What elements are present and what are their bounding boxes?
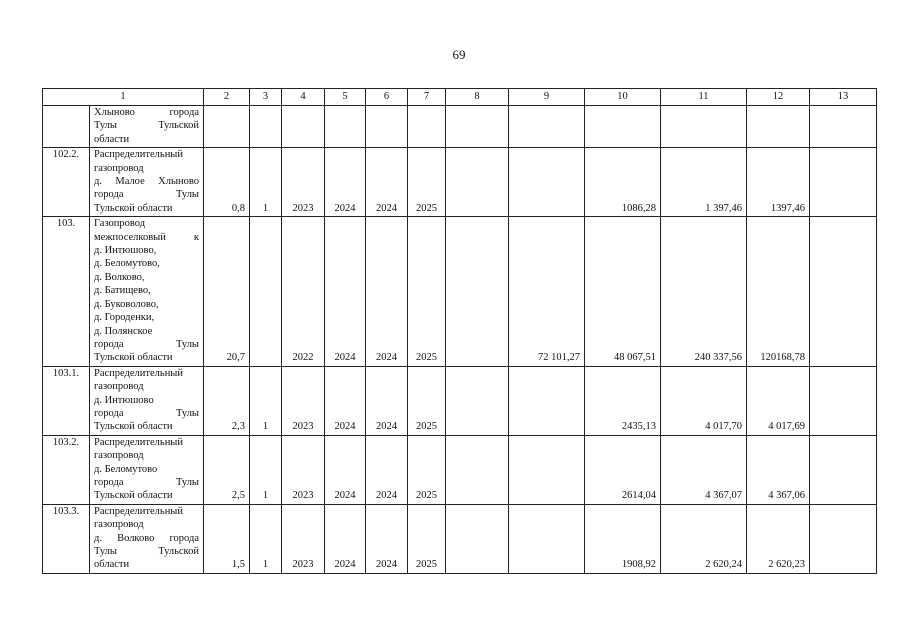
header-cell-8: 8 bbox=[446, 89, 509, 106]
cell-c13 bbox=[810, 504, 877, 573]
cell-c8 bbox=[446, 504, 509, 573]
cell-c8 bbox=[446, 435, 509, 504]
object-name-line: Тульской области bbox=[94, 421, 173, 433]
header-cell-2: 2 bbox=[204, 89, 250, 106]
object-name-line: Тульской области bbox=[94, 490, 173, 502]
cell-c10: 48 067,51 bbox=[585, 217, 661, 366]
object-name-line: д. Буковолово, bbox=[94, 298, 159, 310]
object-name-line: газопровод bbox=[94, 450, 144, 462]
object-name-line: д. Малое Хлыново bbox=[94, 176, 199, 188]
object-name-line: Распределительный bbox=[94, 149, 183, 161]
cell-c10: 2614,04 bbox=[585, 435, 661, 504]
cell-c5: 2024 bbox=[325, 435, 366, 504]
header-cell-11: 11 bbox=[661, 89, 747, 106]
object-name bbox=[90, 217, 204, 366]
cell-c7: 2025 bbox=[408, 504, 446, 573]
cell-c6: 2024 bbox=[366, 435, 408, 504]
cell-c11: 2 620,24 bbox=[661, 504, 747, 573]
header-cell-12: 12 bbox=[747, 89, 810, 106]
cell-c7: 2025 bbox=[408, 435, 446, 504]
object-name-line: Хлыново города bbox=[94, 107, 199, 118]
object-name bbox=[90, 435, 204, 504]
cell-c10: 2435,13 bbox=[585, 366, 661, 435]
header-cell-13: 13 bbox=[810, 89, 877, 106]
table-row bbox=[43, 148, 877, 217]
page-number: 69 bbox=[452, 47, 466, 62]
object-name-line: Распределительный bbox=[94, 367, 183, 379]
object-name-line: межпоселковый к bbox=[94, 231, 199, 243]
header-cell-3: 3 bbox=[250, 89, 282, 106]
object-name-line: д. Беломутово bbox=[94, 463, 158, 475]
cell-c7 bbox=[408, 106, 446, 148]
cell-c6: 2024 bbox=[366, 366, 408, 435]
cell-c9 bbox=[509, 366, 585, 435]
cell-c3: 1 bbox=[250, 148, 282, 217]
cell-c9 bbox=[509, 504, 585, 573]
cell-c13 bbox=[810, 148, 877, 217]
object-name bbox=[90, 366, 204, 435]
row-number bbox=[43, 106, 90, 148]
cell-c6: 2024 bbox=[366, 148, 408, 217]
row-number: 103.3. bbox=[43, 504, 90, 573]
cell-c10: 1908,92 bbox=[585, 504, 661, 573]
cell-c2: 2,5 bbox=[204, 435, 250, 504]
cell-c7: 2025 bbox=[408, 366, 446, 435]
object-name-line: газопровод bbox=[94, 162, 144, 174]
header-cell-6: 6 bbox=[366, 89, 408, 106]
cell-c3: 1 bbox=[250, 366, 282, 435]
object-name-line: д. Беломутово, bbox=[94, 258, 160, 270]
row-number: 102.2. bbox=[43, 148, 90, 217]
cell-c13 bbox=[810, 106, 877, 148]
cell-c9 bbox=[509, 106, 585, 148]
object-name-line: Распределительный bbox=[94, 436, 183, 448]
cell-c9: 72 101,27 bbox=[509, 217, 585, 366]
object-name-line: д. Интюшово bbox=[94, 394, 154, 406]
header-cell-10: 10 bbox=[585, 89, 661, 106]
object-name-line: города Тулы bbox=[94, 407, 199, 419]
cell-c11: 4 367,07 bbox=[661, 435, 747, 504]
object-name-line: Тулы Тульской bbox=[94, 120, 199, 132]
cell-c11 bbox=[661, 106, 747, 148]
cell-c8 bbox=[446, 366, 509, 435]
cell-c13 bbox=[810, 435, 877, 504]
table-row bbox=[43, 106, 877, 148]
row-number: 103. bbox=[43, 217, 90, 366]
cell-c12: 120168,78 bbox=[747, 217, 810, 366]
cell-c2: 1,5 bbox=[204, 504, 250, 573]
cell-c5: 2024 bbox=[325, 366, 366, 435]
object-name-line: Распределительный bbox=[94, 505, 183, 517]
cell-c4: 2023 bbox=[282, 366, 325, 435]
header-cell-4: 4 bbox=[282, 89, 325, 106]
cell-c11: 240 337,56 bbox=[661, 217, 747, 366]
object-name-line: д. Волково, bbox=[94, 271, 145, 283]
cell-c8 bbox=[446, 148, 509, 217]
cell-c11: 1 397,46 bbox=[661, 148, 747, 217]
investment-table bbox=[42, 88, 877, 574]
cell-c3 bbox=[250, 106, 282, 148]
cell-c10: 1086,28 bbox=[585, 148, 661, 217]
cell-c6 bbox=[366, 106, 408, 148]
cell-c12 bbox=[747, 106, 810, 148]
object-name-line: д. Батищево, bbox=[94, 285, 151, 297]
object-name-line: газопровод bbox=[94, 519, 144, 531]
cell-c2: 20,7 bbox=[204, 217, 250, 366]
object-name-line: Тулы Тульской bbox=[94, 546, 199, 557]
cell-c10 bbox=[585, 106, 661, 148]
cell-c12: 2 620,23 bbox=[747, 504, 810, 573]
row-number: 103.1. bbox=[43, 366, 90, 435]
header-row bbox=[43, 89, 877, 106]
cell-c12: 4 367,06 bbox=[747, 435, 810, 504]
cell-c5: 2024 bbox=[325, 148, 366, 217]
object-name-line: Газопровод bbox=[94, 218, 146, 230]
cell-c3: 1 bbox=[250, 504, 282, 573]
cell-c13 bbox=[810, 217, 877, 366]
object-name-line: д. Волково города bbox=[94, 532, 199, 544]
cell-c4: 2022 bbox=[282, 217, 325, 366]
cell-c4: 2023 bbox=[282, 504, 325, 573]
header-cell-1: 1 bbox=[43, 89, 204, 106]
object-name-line: д. Полянское bbox=[94, 325, 153, 337]
object-name-line: Тульской области bbox=[94, 352, 173, 364]
object-name bbox=[90, 106, 204, 148]
table-row bbox=[43, 366, 877, 435]
object-name-line: города Тулы bbox=[94, 476, 199, 488]
cell-c12: 4 017,69 bbox=[747, 366, 810, 435]
cell-c13 bbox=[810, 366, 877, 435]
table-body bbox=[43, 89, 877, 574]
object-name-line: д. Интюшово, bbox=[94, 245, 157, 257]
object-name-line: города Тулы bbox=[94, 189, 199, 201]
row-number: 103.2. bbox=[43, 435, 90, 504]
object-name-line: области bbox=[94, 559, 130, 571]
object-name bbox=[90, 148, 204, 217]
cell-c7: 2025 bbox=[408, 148, 446, 217]
cell-c12: 1397,46 bbox=[747, 148, 810, 217]
cell-c5: 2024 bbox=[325, 217, 366, 366]
cell-c7: 2025 bbox=[408, 217, 446, 366]
cell-c11: 4 017,70 bbox=[661, 366, 747, 435]
cell-c2 bbox=[204, 106, 250, 148]
cell-c5 bbox=[325, 106, 366, 148]
table-row bbox=[43, 217, 877, 366]
cell-c8 bbox=[446, 217, 509, 366]
object-name-line: газопровод bbox=[94, 381, 144, 393]
header-cell-7: 7 bbox=[408, 89, 446, 106]
object-name-line: д. Городенки, bbox=[94, 312, 155, 324]
table-row bbox=[43, 435, 877, 504]
cell-c4 bbox=[282, 106, 325, 148]
object-name-line: области bbox=[94, 133, 130, 145]
header-cell-5: 5 bbox=[325, 89, 366, 106]
header-cell-9: 9 bbox=[509, 89, 585, 106]
cell-c4: 2023 bbox=[282, 148, 325, 217]
cell-c4: 2023 bbox=[282, 435, 325, 504]
cell-c2: 0,8 bbox=[204, 148, 250, 217]
cell-c6: 2024 bbox=[366, 217, 408, 366]
cell-c2: 2,3 bbox=[204, 366, 250, 435]
object-name-line: города Тулы bbox=[94, 338, 199, 350]
object-name bbox=[90, 504, 204, 573]
cell-c6: 2024 bbox=[366, 504, 408, 573]
cell-c9 bbox=[509, 435, 585, 504]
cell-c5: 2024 bbox=[325, 504, 366, 573]
cell-c3 bbox=[250, 217, 282, 366]
object-name-line: Тульской области bbox=[94, 202, 173, 214]
cell-c3: 1 bbox=[250, 435, 282, 504]
cell-c9 bbox=[509, 148, 585, 217]
table-row bbox=[43, 504, 877, 573]
cell-c8 bbox=[446, 106, 509, 148]
